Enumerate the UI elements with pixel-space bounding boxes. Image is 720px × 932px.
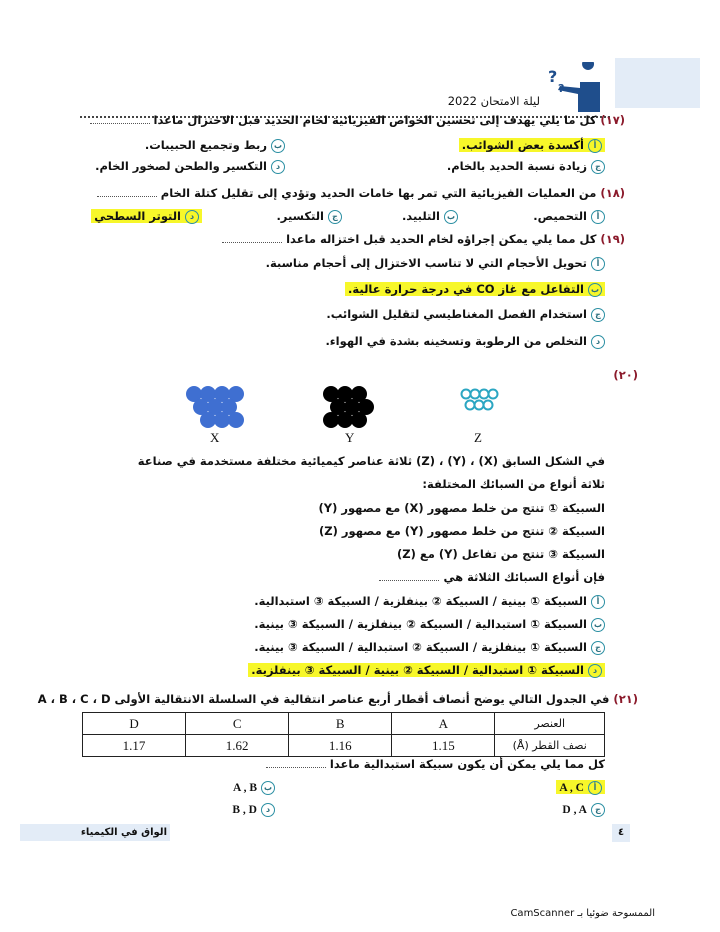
q18-option-b[interactable]: بالتلبيد. <box>402 207 458 225</box>
q20-option-d[interactable]: دالسبيكة ① استبدالية / السبيكة ② بينية / السبيكة ③ بينفلزية. <box>248 661 605 679</box>
q21-option-d[interactable]: دB , D <box>232 800 275 819</box>
header-title: ليلة الامتحان 2022 <box>447 94 540 108</box>
q17-option-a[interactable]: أأكسدة بعض الشوائب. <box>459 136 605 154</box>
header-box <box>615 58 700 108</box>
q17-option-d[interactable]: دالتكسير والطحن لصخور الخام. <box>95 157 285 175</box>
q19-option-a[interactable]: أتحويل الأحجام التي لا تناسب الاختزال إلى أحجام مناسبة. <box>266 254 605 272</box>
footer-book-title: الواق في الكيمياء <box>80 827 167 838</box>
q19-option-b[interactable]: بالتفاعل مع غاز CO في درجة حرارة عالية. <box>345 280 605 298</box>
atom-arrangement-y <box>322 385 380 429</box>
q17-question <box>90 111 625 129</box>
teacher-icon <box>540 62 612 112</box>
label-x: X <box>210 430 220 445</box>
q17-text: كل ما يلي يهدف إلى تحسين الخواص الفيزيائية لخام الحديد قبل الاختزال ماعدا <box>153 113 597 127</box>
q20-option-a[interactable]: أالسبيكة ① بينية / السبيكة ② بينفلزية / السبيكة ③ استبدالية. <box>254 592 605 610</box>
q21-question: (٢١) في الجدول التالي يوضح أنصاف أقطار أربع عناصر انتقالية في السلسلة الانتقالية الأولى A ، B ، C ، D <box>37 692 638 706</box>
q19-option-d[interactable]: دالتخلص من الرطوبة وتسخينه بشدة في الهواء. <box>325 332 605 350</box>
q18-option-a[interactable]: أالتحميص. <box>533 207 605 225</box>
q20-option-b[interactable]: بالسبيكة ① استبدالية / السبيكة ② بينفلزية / السبيكة ③ بينية. <box>254 615 605 633</box>
atom-arrangement-z <box>460 388 500 414</box>
q20-line: ثلاثة أنواع من السبائك المختلفة: <box>422 477 605 491</box>
q17-number: (١٧) <box>600 113 625 127</box>
q20-line: السبيكة ③ تنتج من تفاعل (Y) مع (Z) <box>397 547 605 561</box>
atom-arrangement-x <box>185 385 247 429</box>
camscanner-mark: الممسوحة ضوئيا بـ CamScanner <box>510 908 655 919</box>
q20-number: (٢٠) <box>613 368 638 382</box>
label-z: Z <box>474 430 482 445</box>
label-y: Y <box>345 430 355 445</box>
q20-line: في الشكل السابق (X) ، (Y) ، (Z) ثلاثة عناصر كيميائية مختلفة مستخدمة في صناعة <box>137 454 605 468</box>
table-row: نصف القطر (Å) 1.15 1.16 1.62 1.17 <box>83 735 605 757</box>
svg-text:?: ? <box>558 82 565 95</box>
radius-table <box>82 712 605 757</box>
q21-subquestion: كل مما يلي يمكن أن يكون سبيكة استبدالية ماعدا <box>266 755 605 773</box>
q18-option-c[interactable]: جالتكسير. <box>276 207 342 225</box>
page-number: ٤ <box>612 824 630 842</box>
q18-option-d[interactable]: دالتوتر السطحي <box>91 207 202 225</box>
q17-option-c[interactable]: جزيادة نسبة الحديد بالخام. <box>447 157 605 175</box>
q21-option-c[interactable]: جD , A <box>562 800 605 819</box>
q20-line: فإن أنواع السبائك الثلاثة هي <box>379 568 605 586</box>
svg-text:?: ? <box>548 67 558 86</box>
q19-question: (١٩) كل مما يلي يمكن إجراؤه لخام الحديد قبل اختزاله ماعدا <box>222 230 625 248</box>
q18-question: (١٨) من العمليات الفيزيائية التي تمر بها خامات الحديد وتؤدي إلى تقليل كتلة الخام <box>97 184 625 202</box>
q20-line: السبيكة ① تنتج من خلط مصهور (X) مع مصهور (Y) <box>318 501 605 515</box>
q17-option-b[interactable]: بربط وتجميع الحبيبات. <box>145 136 285 154</box>
q20-option-c[interactable]: جالسبيكة ① بينفلزية / السبيكة ② استبدالية / السبيكة ③ بينية. <box>254 638 605 656</box>
q20-line: السبيكة ② تنتج من خلط مصهور (Y) مع مصهور (Z) <box>319 524 605 538</box>
q21-option-a[interactable]: أA , C <box>556 778 605 797</box>
q19-option-c[interactable]: جاستخدام الفصل المغناطيسي لتقليل الشوائب. <box>326 305 605 323</box>
q21-option-b[interactable]: بA , B <box>233 778 275 797</box>
table-row: العنصر A B C D <box>83 713 605 735</box>
